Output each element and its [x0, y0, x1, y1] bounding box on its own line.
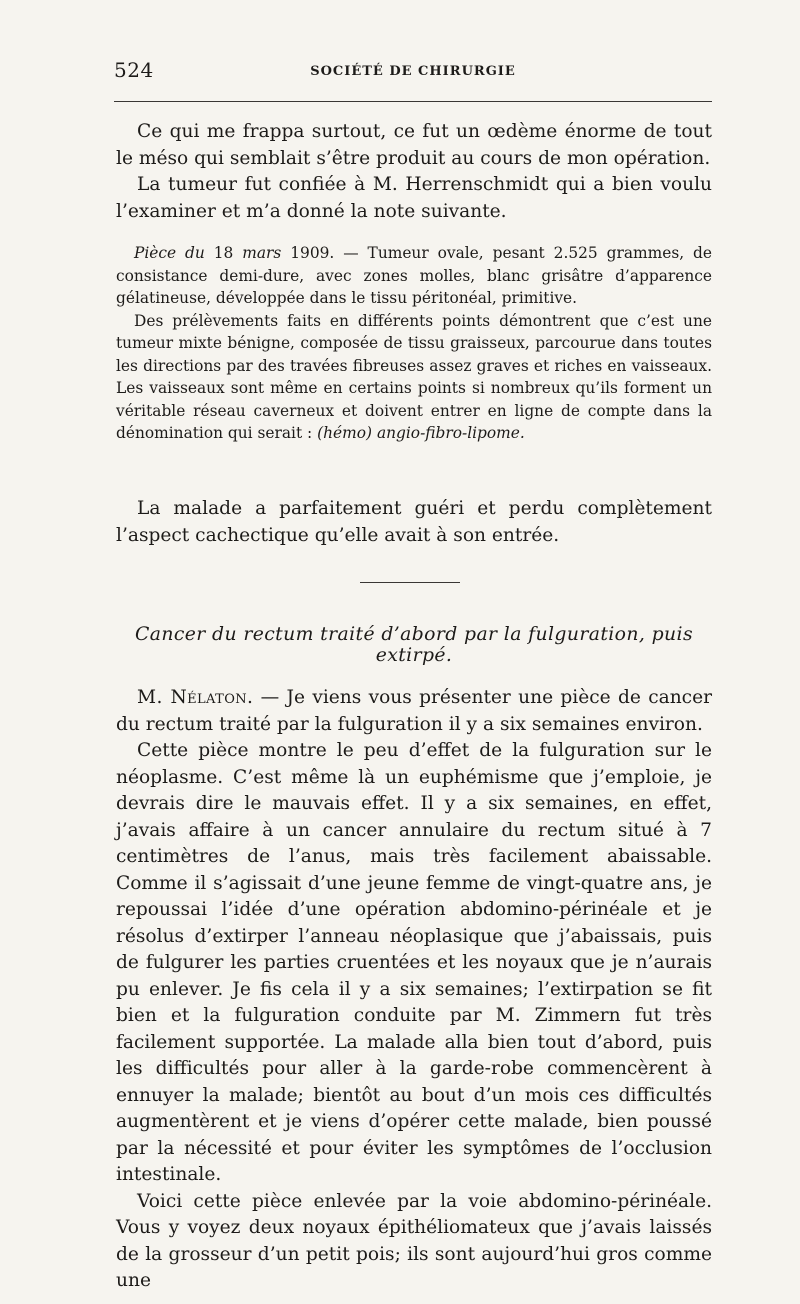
note-lead-number: 18	[213, 244, 234, 262]
opening-paragraphs	[116, 119, 712, 225]
header-rule	[114, 101, 712, 102]
section-divider	[360, 582, 460, 583]
note-lead-month: mars	[242, 244, 282, 262]
section-title: Cancer du rectum traité d’abord par la fulguration, puis extirpé.	[135, 624, 693, 666]
running-head: SOCIÉTÉ DE CHIRURGIE	[310, 64, 516, 79]
note-lead-italic: Pièce du	[134, 244, 205, 262]
note-paragraph	[116, 242, 712, 310]
paragraph: Voici cette pièce enlevée par la voie abdomino-périnéale. Vous y voyez deux noyaux épithéliomateux que j’avais laissés de la grosseur d’un petit pois; ils sont aujourd’hui gros comme une	[116, 1190, 712, 1291]
pathology-note	[116, 242, 712, 445]
paragraph-text: — Je viens vous présenter une pièce de cancer du rectum traité par la fulguration il y a six semaines environ.	[116, 687, 712, 735]
paragraph: La malade a parfaitement guéri et perdu complètement l’aspect cachectique qu’elle avait à son entrée.	[116, 498, 712, 546]
paragraph	[116, 685, 712, 738]
paragraph: La tumeur fut confiée à M. Herrenschmidt qui a bien voulu l’examiner et m’a donné la note suivante.	[116, 174, 712, 222]
note-text: 1909. — Tumeur ovale, pesant 2.525 grammes, de consistance demi-dure, avec zones molles, blanc grisâtre d’apparence gélatineuse, développée dans le tissu péritonéal, primitive.	[116, 244, 712, 307]
paragraph: Ce qui me frappa surtout, ce fut un œdème énorme de tout le méso qui semblait s’être produit au cours de mon opération.	[116, 121, 712, 169]
note-paragraph	[116, 310, 712, 445]
speaker-name: M. Nélaton.	[137, 687, 254, 708]
recovery-paragraph	[116, 496, 712, 549]
paragraph: Cette pièce montre le peu d’effet de la fulguration sur le néoplasme. C’est même là un euphémisme que j’emploie, je devrais dire le mauvais effet. Il y a six semaines, en effet, j’avais affaire à un cancer annulaire du rectum situé à 7 centimètres de l’anus, mais très facilement abaissable. Comme il s’agissait d’une jeune femme de vingt-quatre ans, je repoussai l’idée d’une opération abdomino-périnéale et je résolus d’extirper l’anneau néoplasique que j’abaissais, puis de fulgurer les parties cruentées et les noyaux que je n’aurais pu enlever. Je fis cela il y a six semaines; l’extirpation se fit bien et la fulguration conduite par M. Zimmern fut très facilement supportée. La malade alla bien tout d’abord, puis les difficultés pour aller à la garde-robe commencèrent à ennuyer la malade; bientôt au bout d’un mois ces difficultés augmentèrent et je viens d’opérer cette malade, bien poussé par la nécessité et pour éviter les symptômes de l’occlusion intestinale.	[116, 740, 712, 1185]
note-paren: (hémo)	[317, 424, 373, 442]
note-text: Des prélèvements faits en différents points démontrent que c’est une tumeur mixte bénigne, composée de tissu graisseux, parcourue dans toutes les directions par des travées fibreuses assez graves et riches en vaisseaux. Les vaisseaux sont même en certains points si nombreux qu’ils forment un véritable réseau caverneux et doivent entrer en ligne de compte dans la dénomination qui serait :	[116, 311, 712, 442]
page-number: 524	[114, 58, 154, 82]
page-header	[114, 58, 712, 88]
note-term: angio-fibro-lipome.	[376, 424, 525, 442]
section-body	[116, 685, 712, 1295]
